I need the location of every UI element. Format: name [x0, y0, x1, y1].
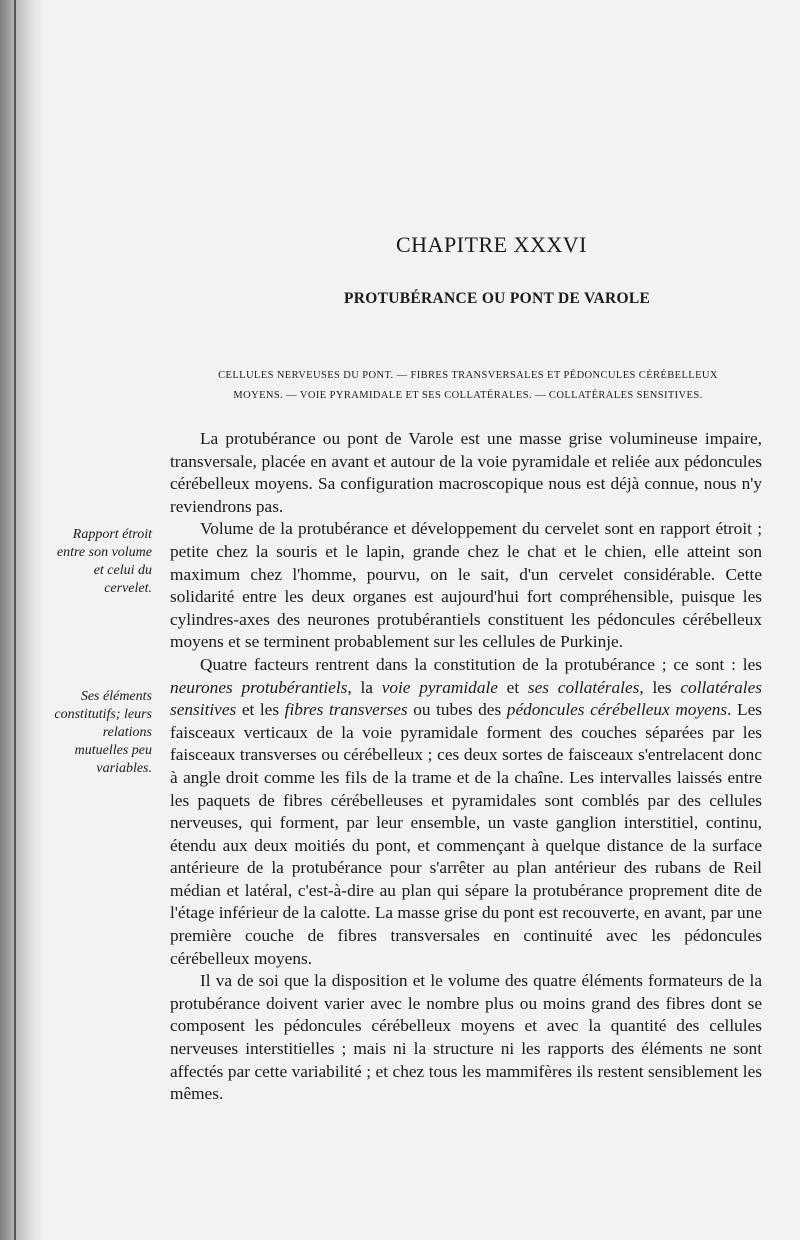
paragraph-3-text: et les: [236, 700, 285, 720]
chapter-number: CHAPITRE XXXVI: [396, 232, 587, 257]
body-text: [170, 428, 762, 1106]
chapter-summary: [176, 366, 760, 406]
term-collaterales-sensitives: collatérales sensitives: [170, 677, 762, 720]
paragraph-3-text: et: [497, 677, 528, 697]
term-fibres-transverses: fibres transverses: [284, 700, 408, 720]
summary-line-1: CELLULES NERVEUSES DU PONT. — FIBRES TRANSVERSALES ET PÉDONCULES CÉRÉBELLEUX: [218, 370, 718, 381]
paragraph-3-text: ou tubes des: [407, 700, 507, 720]
term-pedoncules: pédoncules cérébelleux moyens: [506, 700, 728, 720]
term-collaterales: ses collatérales: [527, 677, 640, 697]
page-edge-shadow: [0, 0, 44, 1240]
paragraph-1: La protubérance ou pont de Varole est une masse grise volumineuse impaire, transversale, placée en avant et autour de la voie pyramidale et reliée aux pédoncules cérébelleux moyens. Sa configuration macroscopique nous est déjà connue, nous n'y reviendrons pas.: [170, 429, 762, 516]
term-voie-pyramidale: voie pyramidale: [381, 677, 498, 697]
paragraph-4: Il va de soi que la disposition et le volume des quatre éléments formateurs de la protubérance doivent varier avec le nombre plus ou moins grand des fibres dont se composent les pédoncules cérébelleux moyens et avec la quantité des cellules nerveuses interstitielles ; mais ni la structure ni les rapports des éléments ne sont affectés par cette variabilité ; et chez tous les mammifères ils restent sensiblement les mêmes.: [170, 971, 762, 1104]
paragraph-3-text: Quatre facteurs rentrent dans la constitution de la protubérance ; ce sont : les: [200, 654, 762, 674]
summary-line-2: MOYENS. — VOIE PYRAMIDALE ET SES COLLATÉRALES. — COLLATÉRALES SENSITIVES.: [233, 390, 703, 401]
binding-line: [14, 0, 16, 1240]
margin-note-rapport: Rapport étroit entre son volume et celui du cervelet.: [56, 527, 152, 596]
paragraph-3-text: . Les faisceaux verticaux de la voie pyramidale forment des couches séparées par les faisceaux transverses ou cérébelleux ; ces deux sortes de faisceaux s'entrelacent donc à angle droit comme les fils de la trame et de la chaîne. Les intervalles laissés entre les paquets de fibres cérébelleuses et pyramidales sont comblés par des cellules nerveuses, qui forment, par leur ensemble, un vaste ganglion interstitiel, continu, étendu aux deux moitiés du pont, et commençant à quelque distance de la surface antérieure de la protubérance pour s'arrêter au plan antérieur des rubans de Reil médian et latéral, c'est-à-dire au plan qui sépare la protubérance proprement dite de l'étage inférieur de la calotte. La masse grise du pont est recouverte, en avant, par une première couche de fibres transversales en continuité avec les pédoncules cérébelleux moyens.: [170, 700, 763, 968]
paragraph-3: [170, 654, 762, 970]
paragraph-2: Volume de la protubérance et développement du cervelet sont en rapport étroit ; petite chez la souris et le lapin, grande chez le chat et le chien, elle atteint son maximum chez l'homme, pourvu, on le sait, d'un cervelet considérable. Cette solidarité entre les deux organes est aujourd'hui fort compréhensible, puisque les cylindres-axes des neurones protubérantiels constituent les pédoncules cérébelleux moyens et se terminent probablement sur les cellules de Purkinje.: [170, 519, 762, 652]
paragraph-3-text: , la: [347, 677, 382, 697]
margin-note-elements: Ses éléments constitutifs; leurs relations mutuelles peu variables.: [54, 689, 152, 776]
paragraph-3-text: , les: [639, 677, 681, 697]
term-neurones: neurones protubérantiels: [170, 677, 348, 697]
chapter-title: PROTUBÉRANCE OU PONT DE VAROLE: [344, 290, 651, 307]
